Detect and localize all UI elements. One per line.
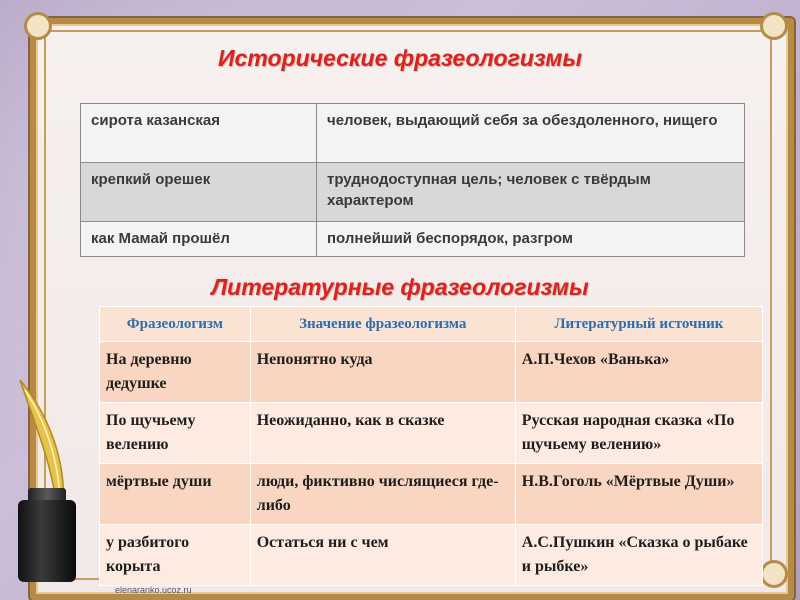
phrase-cell: у разбитого корыта (100, 525, 251, 586)
meaning-cell: Непонятно куда (250, 342, 515, 403)
source-cell: А.П.Чехов «Ванька» (515, 342, 762, 403)
table-header-row (100, 307, 763, 342)
column-header: Значение фразеологизма (250, 307, 515, 342)
table-row (100, 403, 763, 464)
phrase-cell: По щучьему велению (100, 403, 251, 464)
meaning-cell: полнейший беспорядок, разгром (317, 222, 745, 257)
column-header: Фразеологизм (100, 307, 251, 342)
literary-title: Литературные фразеологизмы (211, 274, 589, 300)
frame-corner-ornament (24, 12, 52, 40)
meaning-cell: труднодоступная цель; человек с твёрдым характером (317, 163, 745, 222)
column-header: Литературный источник (515, 307, 762, 342)
source-cell: Н.В.Гоголь «Мёртвые Души» (515, 464, 762, 525)
phrase-cell: как Мамай прошёл (81, 222, 317, 257)
table-row (100, 464, 763, 525)
historical-title: Исторические фразеологизмы (217, 45, 582, 71)
source-cell: А.С.Пушкин «Сказка о рыбаке и рыбке» (515, 525, 762, 586)
meaning-cell: Остаться ни с чем (250, 525, 515, 586)
meaning-cell: человек, выдающий себя за обездоленного, нищего (317, 104, 745, 163)
historical-table (80, 103, 745, 257)
meaning-cell: Неожиданно, как в сказке (250, 403, 515, 464)
phrase-cell: мёртвые души (100, 464, 251, 525)
frame-corner-ornament (760, 12, 788, 40)
table-row (81, 104, 745, 163)
inkwell-icon (18, 500, 76, 582)
phrase-cell: На деревню дедушке (100, 342, 251, 403)
watermark: elenaranko.ucoz.ru (115, 585, 192, 595)
table-row (100, 525, 763, 586)
table-row (81, 222, 745, 257)
phrase-cell: сирота казанская (81, 104, 317, 163)
table-row (81, 163, 745, 222)
literary-table (99, 306, 763, 586)
table-row (100, 342, 763, 403)
frame-corner-ornament (760, 560, 788, 588)
meaning-cell: люди, фиктивно числящиеся где-либо (250, 464, 515, 525)
source-cell: Русская народная сказка «По щучьему велению» (515, 403, 762, 464)
phrase-cell: крепкий орешек (81, 163, 317, 222)
